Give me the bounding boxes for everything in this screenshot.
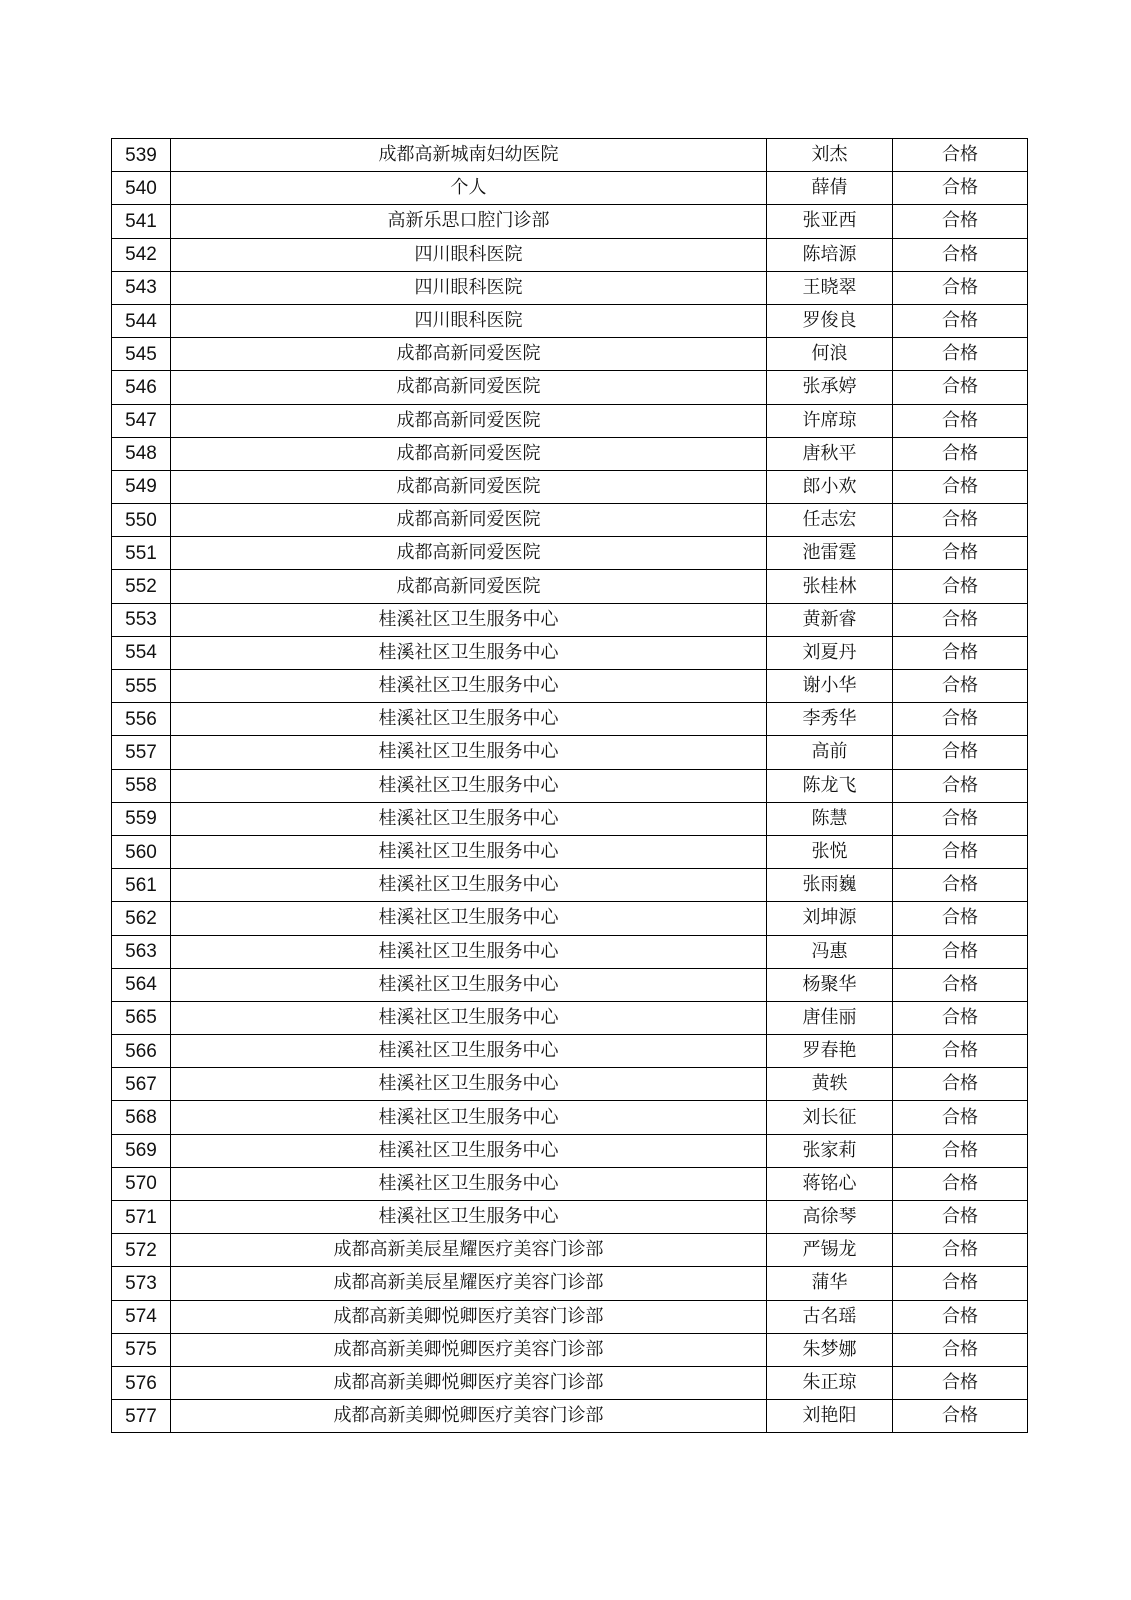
person-name-cell: 刘杰 — [767, 139, 893, 172]
table-row — [112, 172, 1028, 205]
organization-cell: 成都高新同爱医院 — [171, 338, 767, 371]
person-name-cell: 罗春艳 — [767, 1035, 893, 1068]
organization-cell: 成都高新同爱医院 — [171, 404, 767, 437]
organization-cell: 桂溪社区卫生服务中心 — [171, 703, 767, 736]
table-row — [112, 1167, 1028, 1200]
table-row — [112, 603, 1028, 636]
table-row — [112, 670, 1028, 703]
result-cell: 合格 — [893, 935, 1028, 968]
row-number: 572 — [112, 1234, 171, 1267]
row-number: 549 — [112, 470, 171, 503]
table-row — [112, 338, 1028, 371]
person-name-cell: 冯惠 — [767, 935, 893, 968]
row-number: 559 — [112, 802, 171, 835]
organization-cell: 桂溪社区卫生服务中心 — [171, 968, 767, 1001]
result-cell: 合格 — [893, 139, 1028, 172]
result-cell: 合格 — [893, 736, 1028, 769]
organization-cell: 四川眼科医院 — [171, 271, 767, 304]
result-cell: 合格 — [893, 1267, 1028, 1300]
person-name-cell: 严锡龙 — [767, 1234, 893, 1267]
row-number: 564 — [112, 968, 171, 1001]
table-row — [112, 1101, 1028, 1134]
row-number: 551 — [112, 537, 171, 570]
person-name-cell: 唐佳丽 — [767, 1001, 893, 1034]
result-cell: 合格 — [893, 1001, 1028, 1034]
row-number: 557 — [112, 736, 171, 769]
result-cell: 合格 — [893, 1300, 1028, 1333]
row-number: 562 — [112, 902, 171, 935]
result-cell: 合格 — [893, 703, 1028, 736]
table-row — [112, 869, 1028, 902]
result-cell: 合格 — [893, 1134, 1028, 1167]
result-cell: 合格 — [893, 205, 1028, 238]
result-cell: 合格 — [893, 570, 1028, 603]
table-row — [112, 1300, 1028, 1333]
result-cell: 合格 — [893, 404, 1028, 437]
table-row — [112, 1201, 1028, 1234]
row-number: 541 — [112, 205, 171, 238]
table-row — [112, 1134, 1028, 1167]
row-number: 558 — [112, 769, 171, 802]
row-number: 571 — [112, 1201, 171, 1234]
table-row — [112, 537, 1028, 570]
organization-cell: 成都高新美卿悦卿医疗美容门诊部 — [171, 1333, 767, 1366]
result-cell: 合格 — [893, 636, 1028, 669]
organization-cell: 成都高新美卿悦卿医疗美容门诊部 — [171, 1300, 767, 1333]
organization-cell: 桂溪社区卫生服务中心 — [171, 902, 767, 935]
result-cell: 合格 — [893, 537, 1028, 570]
person-name-cell: 池雷霆 — [767, 537, 893, 570]
table-row — [112, 404, 1028, 437]
result-cell: 合格 — [893, 1234, 1028, 1267]
organization-cell: 桂溪社区卫生服务中心 — [171, 1101, 767, 1134]
person-name-cell: 王晓翠 — [767, 271, 893, 304]
result-cell: 合格 — [893, 238, 1028, 271]
organization-cell: 桂溪社区卫生服务中心 — [171, 769, 767, 802]
person-name-cell: 刘夏丹 — [767, 636, 893, 669]
result-cell: 合格 — [893, 835, 1028, 868]
organization-cell: 成都高新同爱医院 — [171, 437, 767, 470]
person-name-cell: 黄新睿 — [767, 603, 893, 636]
row-number: 563 — [112, 935, 171, 968]
result-cell: 合格 — [893, 1035, 1028, 1068]
row-number: 550 — [112, 504, 171, 537]
organization-cell: 桂溪社区卫生服务中心 — [171, 636, 767, 669]
person-name-cell: 郎小欢 — [767, 470, 893, 503]
person-name-cell: 高徐琴 — [767, 1201, 893, 1234]
row-number: 547 — [112, 404, 171, 437]
person-name-cell: 谢小华 — [767, 670, 893, 703]
table-row — [112, 504, 1028, 537]
table-row — [112, 736, 1028, 769]
organization-cell: 桂溪社区卫生服务中心 — [171, 1167, 767, 1200]
person-name-cell: 唐秋平 — [767, 437, 893, 470]
organization-cell: 桂溪社区卫生服务中心 — [171, 802, 767, 835]
row-number: 553 — [112, 603, 171, 636]
person-name-cell: 陈培源 — [767, 238, 893, 271]
row-number: 568 — [112, 1101, 171, 1134]
person-name-cell: 薛倩 — [767, 172, 893, 205]
result-cell: 合格 — [893, 802, 1028, 835]
row-number: 577 — [112, 1400, 171, 1433]
result-cell: 合格 — [893, 338, 1028, 371]
result-cell: 合格 — [893, 1201, 1028, 1234]
result-table — [111, 138, 1028, 1433]
table-row — [112, 139, 1028, 172]
table-row — [112, 703, 1028, 736]
person-name-cell: 张亚西 — [767, 205, 893, 238]
row-number: 566 — [112, 1035, 171, 1068]
result-cell: 合格 — [893, 769, 1028, 802]
result-cell: 合格 — [893, 470, 1028, 503]
result-cell: 合格 — [893, 603, 1028, 636]
result-cell: 合格 — [893, 1366, 1028, 1399]
organization-cell: 桂溪社区卫生服务中心 — [171, 1035, 767, 1068]
person-name-cell: 蒲华 — [767, 1267, 893, 1300]
person-name-cell: 任志宏 — [767, 504, 893, 537]
person-name-cell: 陈龙飞 — [767, 769, 893, 802]
person-name-cell: 高前 — [767, 736, 893, 769]
organization-cell: 成都高新同爱医院 — [171, 537, 767, 570]
person-name-cell: 许席琼 — [767, 404, 893, 437]
table-row — [112, 1001, 1028, 1034]
table-row — [112, 371, 1028, 404]
row-number: 555 — [112, 670, 171, 703]
table-row — [112, 636, 1028, 669]
organization-cell: 成都高新美卿悦卿医疗美容门诊部 — [171, 1366, 767, 1399]
table-row — [112, 238, 1028, 271]
organization-cell: 桂溪社区卫生服务中心 — [171, 736, 767, 769]
result-cell: 合格 — [893, 1167, 1028, 1200]
organization-cell: 桂溪社区卫生服务中心 — [171, 670, 767, 703]
person-name-cell: 张家莉 — [767, 1134, 893, 1167]
result-cell: 合格 — [893, 304, 1028, 337]
result-cell: 合格 — [893, 869, 1028, 902]
row-number: 543 — [112, 271, 171, 304]
organization-cell: 桂溪社区卫生服务中心 — [171, 835, 767, 868]
row-number: 569 — [112, 1134, 171, 1167]
result-cell: 合格 — [893, 1101, 1028, 1134]
table-row — [112, 835, 1028, 868]
row-number: 554 — [112, 636, 171, 669]
row-number: 544 — [112, 304, 171, 337]
result-cell: 合格 — [893, 968, 1028, 1001]
row-number: 548 — [112, 437, 171, 470]
result-cell: 合格 — [893, 271, 1028, 304]
row-number: 567 — [112, 1068, 171, 1101]
organization-cell: 桂溪社区卫生服务中心 — [171, 935, 767, 968]
row-number: 565 — [112, 1001, 171, 1034]
result-cell: 合格 — [893, 504, 1028, 537]
result-cell: 合格 — [893, 1068, 1028, 1101]
row-number: 545 — [112, 338, 171, 371]
organization-cell: 成都高新美辰星耀医疗美容门诊部 — [171, 1267, 767, 1300]
row-number: 546 — [112, 371, 171, 404]
organization-cell: 桂溪社区卫生服务中心 — [171, 869, 767, 902]
organization-cell: 成都高新城南妇幼医院 — [171, 139, 767, 172]
organization-cell: 四川眼科医院 — [171, 238, 767, 271]
table-row — [112, 1267, 1028, 1300]
person-name-cell: 李秀华 — [767, 703, 893, 736]
organization-cell: 桂溪社区卫生服务中心 — [171, 1001, 767, 1034]
organization-cell: 四川眼科医院 — [171, 304, 767, 337]
organization-cell: 个人 — [171, 172, 767, 205]
result-cell: 合格 — [893, 172, 1028, 205]
table-row — [112, 470, 1028, 503]
row-number: 552 — [112, 570, 171, 603]
person-name-cell: 杨聚华 — [767, 968, 893, 1001]
person-name-cell: 刘艳阳 — [767, 1400, 893, 1433]
person-name-cell: 张悦 — [767, 835, 893, 868]
result-cell: 合格 — [893, 1400, 1028, 1433]
result-cell: 合格 — [893, 902, 1028, 935]
table-row — [112, 1035, 1028, 1068]
table-row — [112, 271, 1028, 304]
organization-cell: 成都高新同爱医院 — [171, 570, 767, 603]
person-name-cell: 刘坤源 — [767, 902, 893, 935]
person-name-cell: 罗俊良 — [767, 304, 893, 337]
person-name-cell: 朱梦娜 — [767, 1333, 893, 1366]
table-row — [112, 968, 1028, 1001]
person-name-cell: 张雨巍 — [767, 869, 893, 902]
person-name-cell: 古名瑶 — [767, 1300, 893, 1333]
row-number: 570 — [112, 1167, 171, 1200]
organization-cell: 桂溪社区卫生服务中心 — [171, 603, 767, 636]
row-number: 556 — [112, 703, 171, 736]
row-number: 574 — [112, 1300, 171, 1333]
organization-cell: 成都高新美辰星耀医疗美容门诊部 — [171, 1234, 767, 1267]
organization-cell: 成都高新美卿悦卿医疗美容门诊部 — [171, 1400, 767, 1433]
person-name-cell: 何浪 — [767, 338, 893, 371]
table-body — [112, 139, 1028, 1433]
person-name-cell: 张桂林 — [767, 570, 893, 603]
table-row — [112, 902, 1028, 935]
table-row — [112, 1234, 1028, 1267]
person-name-cell: 陈慧 — [767, 802, 893, 835]
table-row — [112, 935, 1028, 968]
table-row — [112, 1333, 1028, 1366]
table-row — [112, 437, 1028, 470]
organization-cell: 成都高新同爱医院 — [171, 470, 767, 503]
result-cell: 合格 — [893, 1333, 1028, 1366]
person-name-cell: 黄轶 — [767, 1068, 893, 1101]
result-cell: 合格 — [893, 670, 1028, 703]
row-number: 539 — [112, 139, 171, 172]
organization-cell: 桂溪社区卫生服务中心 — [171, 1134, 767, 1167]
organization-cell: 成都高新同爱医院 — [171, 504, 767, 537]
person-name-cell: 朱正琼 — [767, 1366, 893, 1399]
table-row — [112, 1400, 1028, 1433]
result-cell: 合格 — [893, 437, 1028, 470]
row-number: 575 — [112, 1333, 171, 1366]
result-cell: 合格 — [893, 371, 1028, 404]
table-row — [112, 304, 1028, 337]
table-row — [112, 570, 1028, 603]
person-name-cell: 蒋铭心 — [767, 1167, 893, 1200]
person-name-cell: 张承婷 — [767, 371, 893, 404]
table-row — [112, 802, 1028, 835]
organization-cell: 桂溪社区卫生服务中心 — [171, 1201, 767, 1234]
row-number: 561 — [112, 869, 171, 902]
row-number: 560 — [112, 835, 171, 868]
table-row — [112, 769, 1028, 802]
row-number: 542 — [112, 238, 171, 271]
table-row — [112, 1366, 1028, 1399]
row-number: 576 — [112, 1366, 171, 1399]
organization-cell: 高新乐思口腔门诊部 — [171, 205, 767, 238]
organization-cell: 成都高新同爱医院 — [171, 371, 767, 404]
row-number: 573 — [112, 1267, 171, 1300]
table-row — [112, 1068, 1028, 1101]
row-number: 540 — [112, 172, 171, 205]
table-row — [112, 205, 1028, 238]
organization-cell: 桂溪社区卫生服务中心 — [171, 1068, 767, 1101]
person-name-cell: 刘长征 — [767, 1101, 893, 1134]
